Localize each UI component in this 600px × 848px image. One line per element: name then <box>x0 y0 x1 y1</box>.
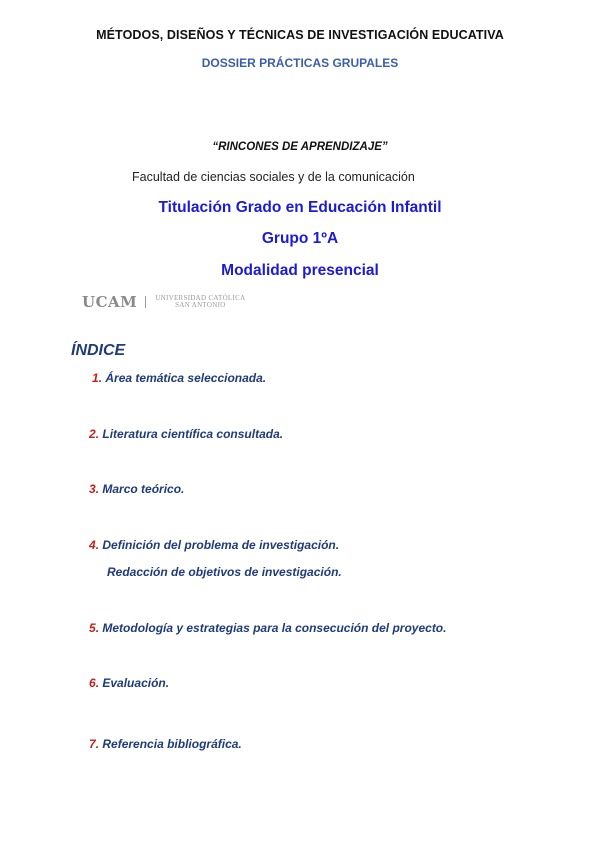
index-item-text: Referencia bibliográfica. <box>102 737 242 751</box>
project-title: “RINCONES DE APRENDIZAJE” <box>212 141 388 153</box>
index-heading: ÍNDICE <box>71 342 126 359</box>
index-item-number: 3 <box>89 482 96 496</box>
index-item-text: Evaluación. <box>102 676 170 690</box>
logo-wordmark: UCAM <box>82 293 138 311</box>
index-item-number: 1 <box>92 371 99 385</box>
index-item-4: 4. Definición del problema de investigación. <box>89 538 340 552</box>
index-item-text: Literatura científica consultada. <box>102 427 284 441</box>
index-item-text: Definición del problema de investigación. <box>102 538 340 552</box>
logo-divider <box>145 296 146 308</box>
index-item-number: 7 <box>89 737 96 751</box>
logo-sub-line2: SAN ANTONIO <box>175 301 226 309</box>
modality-label: Modalidad presencial <box>221 262 379 279</box>
document-main-title: MÉTODOS, DISEÑOS Y TÉCNICAS DE INVESTIGACIÓN EDUCATIVA <box>96 28 504 42</box>
index-item-number: 5 <box>89 621 96 635</box>
index-item-number: 4 <box>89 538 96 552</box>
faculty-name: Facultad de ciencias sociales y de la comunicación <box>132 170 415 184</box>
index-item-4-subtext: Redacción de objetivos de investigación. <box>107 565 342 579</box>
group-label: Grupo 1ºA <box>261 230 339 247</box>
degree-title: Titulación Grado en Educación Infantil <box>158 199 442 216</box>
index-item-3: 3. Marco teórico. <box>89 482 185 496</box>
index-item-6: 6. Evaluación. <box>89 676 170 690</box>
index-item-number: 2 <box>89 427 96 441</box>
index-item-text: Área temática seleccionada. <box>105 371 267 385</box>
logo-sub-line1: UNIVERSIDAD CATÓLICA <box>155 294 246 302</box>
index-item-1: 1. Área temática seleccionada. <box>92 371 267 385</box>
index-item-2: 2. Literatura científica consultada. <box>89 427 284 441</box>
index-item-text: Marco teórico. <box>102 482 185 496</box>
index-item-5: 5. Metodología y estrategias para la consecución del proyecto. <box>89 621 447 635</box>
logo-university-name <box>155 295 245 309</box>
document-subtitle: DOSSIER PRÁCTICAS GRUPALES <box>201 56 399 70</box>
index-item-number: 6 <box>89 676 96 690</box>
index-item-7: 7. Referencia bibliográfica. <box>89 737 242 751</box>
index-item-text: Metodología y estrategias para la consecución del proyecto. <box>102 621 447 635</box>
ucam-logo <box>82 293 245 311</box>
